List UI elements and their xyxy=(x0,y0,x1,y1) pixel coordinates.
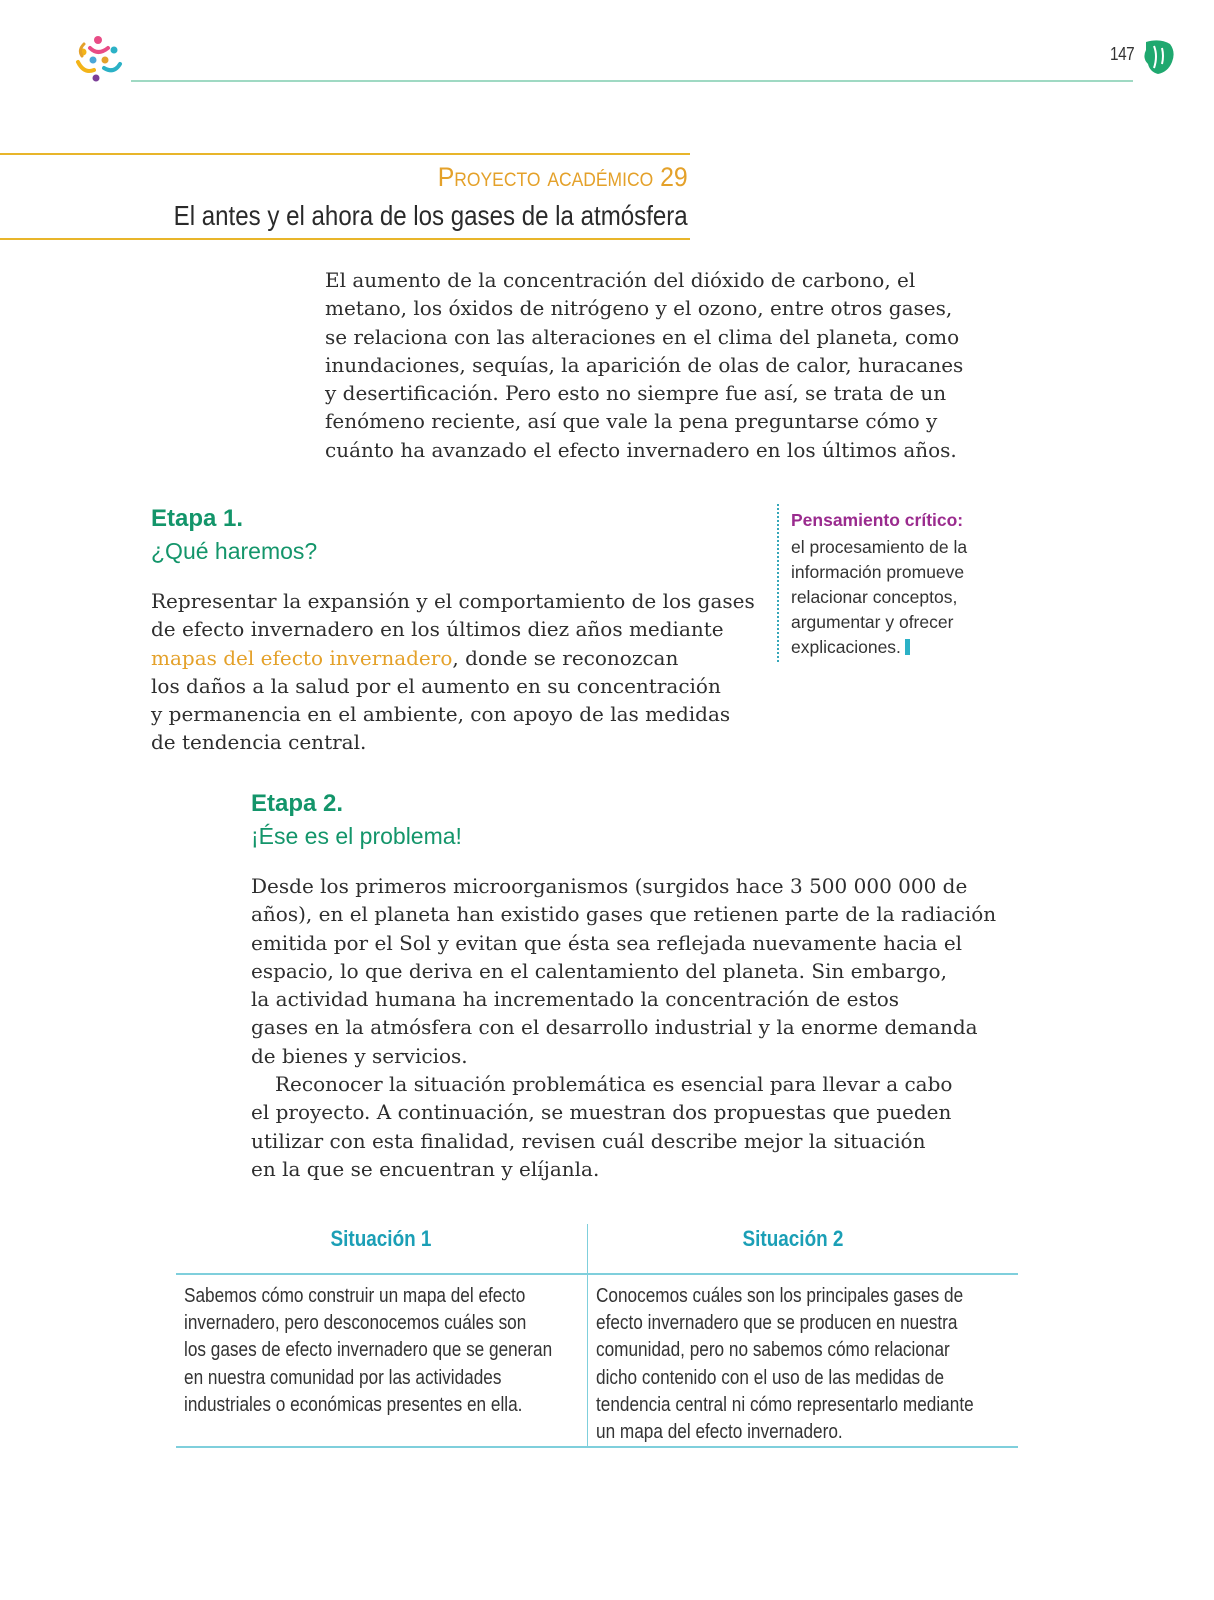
intro-line: se relaciona con las alteraciones en el clima del planeta, como xyxy=(325,324,960,349)
highlighted-term: mapas del efecto invernadero xyxy=(151,645,453,670)
stage2-line: espacio, lo que deriva en el calentamiento del planeta. Sin embargo, xyxy=(251,958,947,983)
stage2-line: Reconocer la situación problemática es esencial para llevar a cabo xyxy=(275,1072,953,1097)
stage1-subtitle: ¿Qué haremos? xyxy=(151,538,318,564)
intro-line: cuánto ha avanzado el efecto invernadero en los últimos años. xyxy=(325,437,957,462)
cell-line: comunidad, pero no sabemos cómo relacionar xyxy=(596,1339,950,1362)
stage1-line: Representar la expansión y el comportamiento de los gases xyxy=(151,589,755,613)
stage1-line: de efecto invernadero en los últimos diez años mediante xyxy=(151,617,724,642)
cell-line: dicho contenido con el uso de las medidas de xyxy=(596,1366,945,1389)
situations-table xyxy=(176,1226,1018,1448)
stage2-line: gases en la atmósfera con el desarrollo industrial y la enorme demanda xyxy=(251,1015,978,1040)
stage2-line: utilizar con esta finalidad, revisen cuál describe mejor la situación xyxy=(251,1128,926,1153)
stage2-paragraph xyxy=(251,872,996,1183)
stage1-heading: Etapa 1. xyxy=(151,505,244,532)
stage2-line: el proyecto. A continuación, se muestran dos propuestas que pueden xyxy=(251,1100,952,1125)
sidebar-line: el procesamiento de la xyxy=(791,537,968,557)
stage2-line: años), en el planeta han existido gases que retienen parte de la radiación xyxy=(251,902,997,927)
cell-line: Conocemos cuáles son los principales gases de xyxy=(596,1285,964,1307)
sidebar-line-text: explicaciones. xyxy=(791,637,901,657)
intro-line: El aumento de la concentración del dióxido de carbono, el xyxy=(325,268,916,292)
sidebar-line: relacionar conceptos, xyxy=(791,587,958,607)
stage2-line: la actividad humana ha incrementado la concentración de estos xyxy=(251,987,900,1012)
table-header-rule xyxy=(176,1273,1018,1275)
stage2-line: emitida por el Sol y evitan que ésta sea reflejada nuevamente hacia el xyxy=(251,930,963,955)
stage1-line: los daños a la salud por el aumento en su concentración xyxy=(151,673,721,698)
stage2-line: en la que se encuentran y elíjanla. xyxy=(251,1156,600,1181)
cell-line: en nuestra comunidad por las actividades xyxy=(184,1366,502,1389)
project-title: El antes y el ahora de los gases de la atmósfera xyxy=(173,200,688,231)
intro-line: y desertificación. Pero esto no siempre fue así, se trata de un xyxy=(325,381,947,406)
sidebar-line: información promueve xyxy=(791,562,965,582)
intro-paragraph xyxy=(325,266,963,464)
cell-line: efecto invernadero que se producen en nuestra xyxy=(596,1312,958,1335)
stage1-line xyxy=(151,644,755,672)
cell-line: los gases de efecto invernadero que se generan xyxy=(184,1339,553,1362)
stage1-paragraph xyxy=(151,587,755,757)
stage2-line: Desde los primeros microorganismos (surgidos hace 3 500 000 000 de xyxy=(251,874,968,898)
title-bottom-rule xyxy=(0,238,690,240)
intro-line: inundaciones, sequías, la aparición de olas de calor, huracanes xyxy=(325,352,964,377)
table-bottom-rule xyxy=(176,1446,1018,1448)
table-cell-situation-2 xyxy=(596,1283,1000,1446)
header-divider xyxy=(131,80,1133,82)
page-number: 147 xyxy=(1110,44,1135,64)
stage1-line: y permanencia en el ambiente, con apoyo de las medidas xyxy=(151,702,731,727)
title-top-rule xyxy=(0,153,690,155)
end-mark-icon xyxy=(905,639,910,655)
stage1-line: de tendencia central. xyxy=(151,730,367,755)
intro-line: metano, los óxidos de nitrógeno y el ozono, entre otros gases, xyxy=(325,296,953,321)
sidebar-dotted-rule xyxy=(777,504,779,662)
cell-line: invernadero, pero desconocemos cuáles son xyxy=(184,1312,527,1335)
stage2-line: de bienes y servicios. xyxy=(251,1043,468,1068)
table-cell-situation-1 xyxy=(184,1283,588,1419)
cell-line: Sabemos cómo construir un mapa del efecto xyxy=(184,1285,526,1307)
cell-line: un mapa del efecto invernadero. xyxy=(596,1421,843,1444)
project-label: Proyecto académico 29 xyxy=(438,162,688,192)
sidebar-title: Pensamiento crítico: xyxy=(791,510,964,530)
stage2-heading: Etapa 2. xyxy=(251,790,344,817)
logo-icon xyxy=(72,34,126,84)
cell-line: tendencia central ni cómo representarlo mediante xyxy=(596,1393,974,1416)
stage1-line-rest: , donde se reconozcan xyxy=(452,645,679,670)
sidebar-body xyxy=(791,535,967,660)
sidebar-line: argumentar y ofrecer xyxy=(791,612,954,632)
sidebar-line xyxy=(791,635,967,660)
corner-leaf-icon xyxy=(1140,38,1176,76)
table-header-situation-1: Situación 1 xyxy=(330,1226,432,1251)
table-header-situation-2: Situación 2 xyxy=(742,1226,844,1251)
stage2-subtitle: ¡Ése es el problema! xyxy=(251,823,462,849)
intro-line: fenómeno reciente, así que vale la pena preguntarse cómo y xyxy=(325,409,938,434)
cell-line: industriales o económicas presentes en ella. xyxy=(184,1393,523,1416)
